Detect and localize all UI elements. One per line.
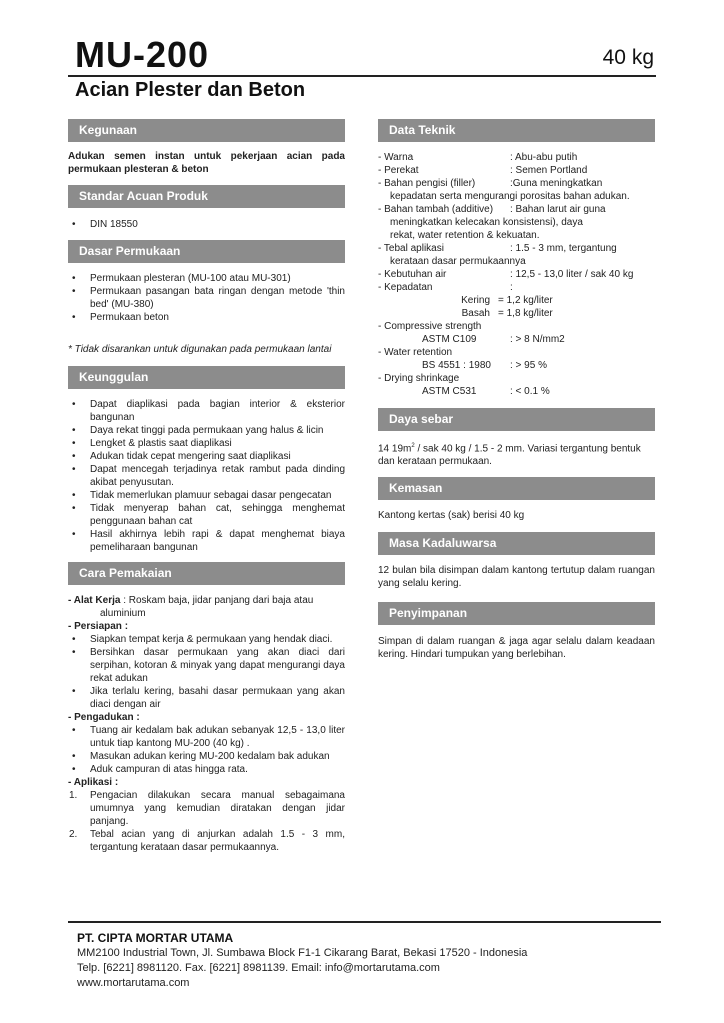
spec-row-warna: [378, 151, 655, 164]
list-item: • Tuang air kedalam bak adukan sebanyak 12,5 - 13,0 liter untuk tiap kantong MU-200 (40 kg) .: [68, 724, 345, 750]
spec-key: - Perekat: [378, 165, 419, 176]
spec-key: ASTM C531: [422, 386, 477, 397]
company-address: MM2100 Industrial Town, Jl. Sumbawa Block F1-1 Cikarang Barat, Bekasi 17520 - Indonesia: [77, 947, 528, 959]
list-item: • Lengket & plastis saat diaplikasi: [68, 437, 345, 450]
spec-row-tambah: [378, 203, 655, 216]
spec-row-kebutuhan: [378, 268, 655, 281]
spec-row-bs4551: [378, 359, 655, 372]
company-name: PT. CIPTA MORTAR UTAMA: [77, 931, 234, 945]
keunggulan-list: [68, 398, 345, 554]
list-item: • Dapat diaplikasi pada bagian interior & eksterior bangunan: [68, 398, 345, 424]
list-item: • Tidak menyerap bahan cat, sehingga menghemat penggunaan bahan cat: [68, 502, 345, 528]
spec-continuation: kerataan dasar permukaannya: [390, 256, 526, 267]
alat-kerja-text: : Roskam baja, jidar panjang dari baja atau: [123, 595, 314, 606]
pengadukan-list: [68, 724, 345, 776]
spec-value: : Bahan larut air guna: [510, 204, 606, 215]
list-item: • Jika terlalu kering, basahi dasar permukaan yang akan diaci dengan air: [68, 685, 345, 711]
product-code: MU-200: [75, 34, 210, 75]
list-item: [68, 828, 345, 854]
spec-value: :Guna meningkatkan: [510, 178, 603, 189]
header-divider: [68, 75, 656, 77]
spec-row-retention: [378, 346, 655, 359]
section-heading-keunggulan: Keunggulan: [68, 366, 345, 389]
spec-value: : < 0.1 %: [510, 386, 550, 397]
list-item: • Bersihkan dasar permukaan yang akan diaci dari serpihan, kotoran & minyak yang dapat mengurangi daya rekat adukan: [68, 646, 345, 685]
persiapan-list: [68, 633, 345, 711]
company-contact: Telp. [6221] 8981120. Fax. [6221] 8981139. Email: info@mortarutama.com: [77, 962, 440, 974]
data-teknik-body: [378, 151, 655, 398]
pengadukan-label: - Pengadukan :: [68, 712, 140, 723]
kadaluwarsa-text: 12 bulan bila disimpan dalam kantong tertutup dalam ruangan yang selalu kering.: [378, 565, 655, 589]
list-item: • Masukan adukan kering MU-200 kedalam bak adukan: [68, 750, 345, 763]
list-item: • Daya rekat tinggi pada permukaan yang halus & licin: [68, 424, 345, 437]
section-heading-data-teknik: Data Teknik: [378, 119, 655, 142]
spec-key: Kering: [461, 295, 490, 306]
spec-value: : 12,5 - 13,0 liter / sak 40 kg: [510, 269, 634, 280]
spec-row-astm-c531: [378, 385, 655, 398]
section-heading-daya-sebar: Daya sebar: [378, 408, 655, 431]
spec-row-astm-c109: [378, 333, 655, 346]
spec-continuation: meningkatkan kelecakan konsistensi), daya: [390, 217, 583, 228]
list-item: • DIN 18550: [68, 218, 345, 231]
section-heading-kemasan: Kemasan: [378, 477, 655, 500]
section-heading-penyimpanan: Penyimpanan: [378, 602, 655, 625]
spec-key: - Water retention: [378, 347, 453, 358]
alat-kerja-line: [68, 594, 345, 607]
aplikasi-list: [68, 789, 345, 854]
standar-list: [68, 218, 345, 231]
section-heading-dasar: Dasar Permukaan: [68, 240, 345, 263]
product-weight: 40 kg: [602, 46, 654, 69]
spec-key: - Kepadatan: [378, 282, 433, 293]
spec-key: - Drying shrinkage: [378, 373, 460, 384]
list-item: • Dapat mencegah terjadinya retak rambut pada dinding akibat penyusutan.: [68, 463, 345, 489]
list-item: • Permukaan plesteran (MU-100 atau MU-301): [68, 272, 345, 285]
product-subtitle: Acian Plester dan Beton: [75, 79, 306, 101]
cara-pemakaian-body: [68, 594, 345, 854]
section-heading-kadaluwarsa: Masa Kadaluwarsa: [378, 532, 655, 555]
spec-value: : Semen Portland: [510, 165, 588, 176]
section-heading-cara: Cara Pemakaian: [68, 562, 345, 585]
spec-row-compressive: [378, 320, 655, 333]
spec-value: = 1,8 kg/liter: [498, 308, 553, 319]
spec-key: BS 4551 : 1980: [422, 360, 491, 371]
spec-key: - Tebal aplikasi: [378, 243, 444, 254]
dasar-list: [68, 272, 345, 324]
list-item: • Adukan tidak cepat mengering saat diaplikasi: [68, 450, 345, 463]
list-number: 2.: [69, 829, 78, 840]
spec-row-kepadatan: [378, 281, 655, 294]
spec-key: - Warna: [378, 152, 414, 163]
list-text: Pengacian dilakukan secara manual sebagaimana umumnya yang kemudian diratakan dengan jidar panjang.: [90, 790, 345, 827]
daya-sebar-text: [378, 440, 655, 468]
spec-key: - Bahan tambah (additive): [378, 204, 494, 215]
persiapan-label: - Persiapan :: [68, 621, 129, 632]
spec-key: - Bahan pengisi (filler): [378, 178, 476, 189]
daya-sebar-text-b: / sak 40 kg / 1.5 - 2 mm. Variasi tergantung bentuk dan kerataan permukaan.: [378, 443, 641, 468]
list-item: • Permukaan beton: [68, 311, 345, 324]
company-website: www.mortarutama.com: [77, 977, 190, 989]
spec-value: :: [510, 282, 513, 293]
kegunaan-text: Adukan semen instan untuk pekerjaan acian pada permukaan plesteran & beton: [68, 151, 345, 175]
list-text: Tebal acian yang di anjurkan adalah 1.5 - 3 mm, tergantung kerataan dasar permukaannya.: [90, 829, 345, 853]
spec-row-perekat: [378, 164, 655, 177]
spec-row-basah: [378, 307, 655, 320]
spec-row-tebal: [378, 242, 655, 255]
spec-key: Basah: [461, 308, 490, 319]
spec-value: : 1.5 - 3 mm, tergantung: [510, 243, 617, 254]
kemasan-text: Kantong kertas (sak) berisi 40 kg: [378, 510, 525, 521]
spec-value: = 1,2 kg/liter: [498, 295, 553, 306]
list-number: 1.: [69, 790, 78, 801]
spec-value: : > 95 %: [510, 360, 547, 371]
alat-kerja-label: - Alat Kerja: [68, 595, 121, 606]
spec-row-pengisi: [378, 177, 655, 190]
section-heading-standar: Standar Acuan Produk: [68, 185, 345, 208]
spec-key: - Kebutuhan air: [378, 269, 447, 280]
spec-continuation: kepadatan serta mengurangi porositas bahan adukan.: [390, 191, 630, 202]
aplikasi-label: - Aplikasi :: [68, 777, 119, 788]
list-item: • Tidak memerlukan plamuur sebagai dasar pengecatan: [68, 489, 345, 502]
alat-kerja-text-cont: aluminium: [100, 608, 146, 619]
list-item: • Aduk campuran di atas hingga rata.: [68, 763, 345, 776]
list-item: • Hasil akhirnya lebih rapi & dapat menghemat biaya pemeliharaan bangunan: [68, 528, 345, 554]
daya-sebar-text-a: 14 19m: [378, 443, 412, 455]
penyimpanan-text: Simpan di dalam ruangan & jaga agar selalu dalam keadaan kering. Hindari tumpukan yang berlebihan.: [378, 636, 655, 660]
spec-row-kering: [378, 294, 655, 307]
spec-key: - Compressive strength: [378, 321, 482, 332]
spec-value: : Abu-abu putih: [510, 152, 578, 163]
dasar-note: * Tidak disarankan untuk digunakan pada permukaan lantai: [68, 344, 332, 355]
footer-divider: [68, 921, 661, 923]
section-heading-kegunaan: Kegunaan: [68, 119, 345, 142]
daya-sebar-superscript: 2: [411, 443, 415, 449]
spec-row-shrinkage: [378, 372, 655, 385]
spec-key: ASTM C109: [422, 334, 477, 345]
spec-value: : > 8 N/mm2: [510, 334, 565, 345]
list-item: • Permukaan pasangan bata ringan dengan metode 'thin bed' (MU-380): [68, 285, 345, 311]
list-item: • Siapkan tempat kerja & permukaan yang hendak diaci.: [68, 633, 345, 646]
spec-continuation: rekat, water retention & kekuatan.: [390, 230, 540, 241]
list-item: [68, 789, 345, 828]
